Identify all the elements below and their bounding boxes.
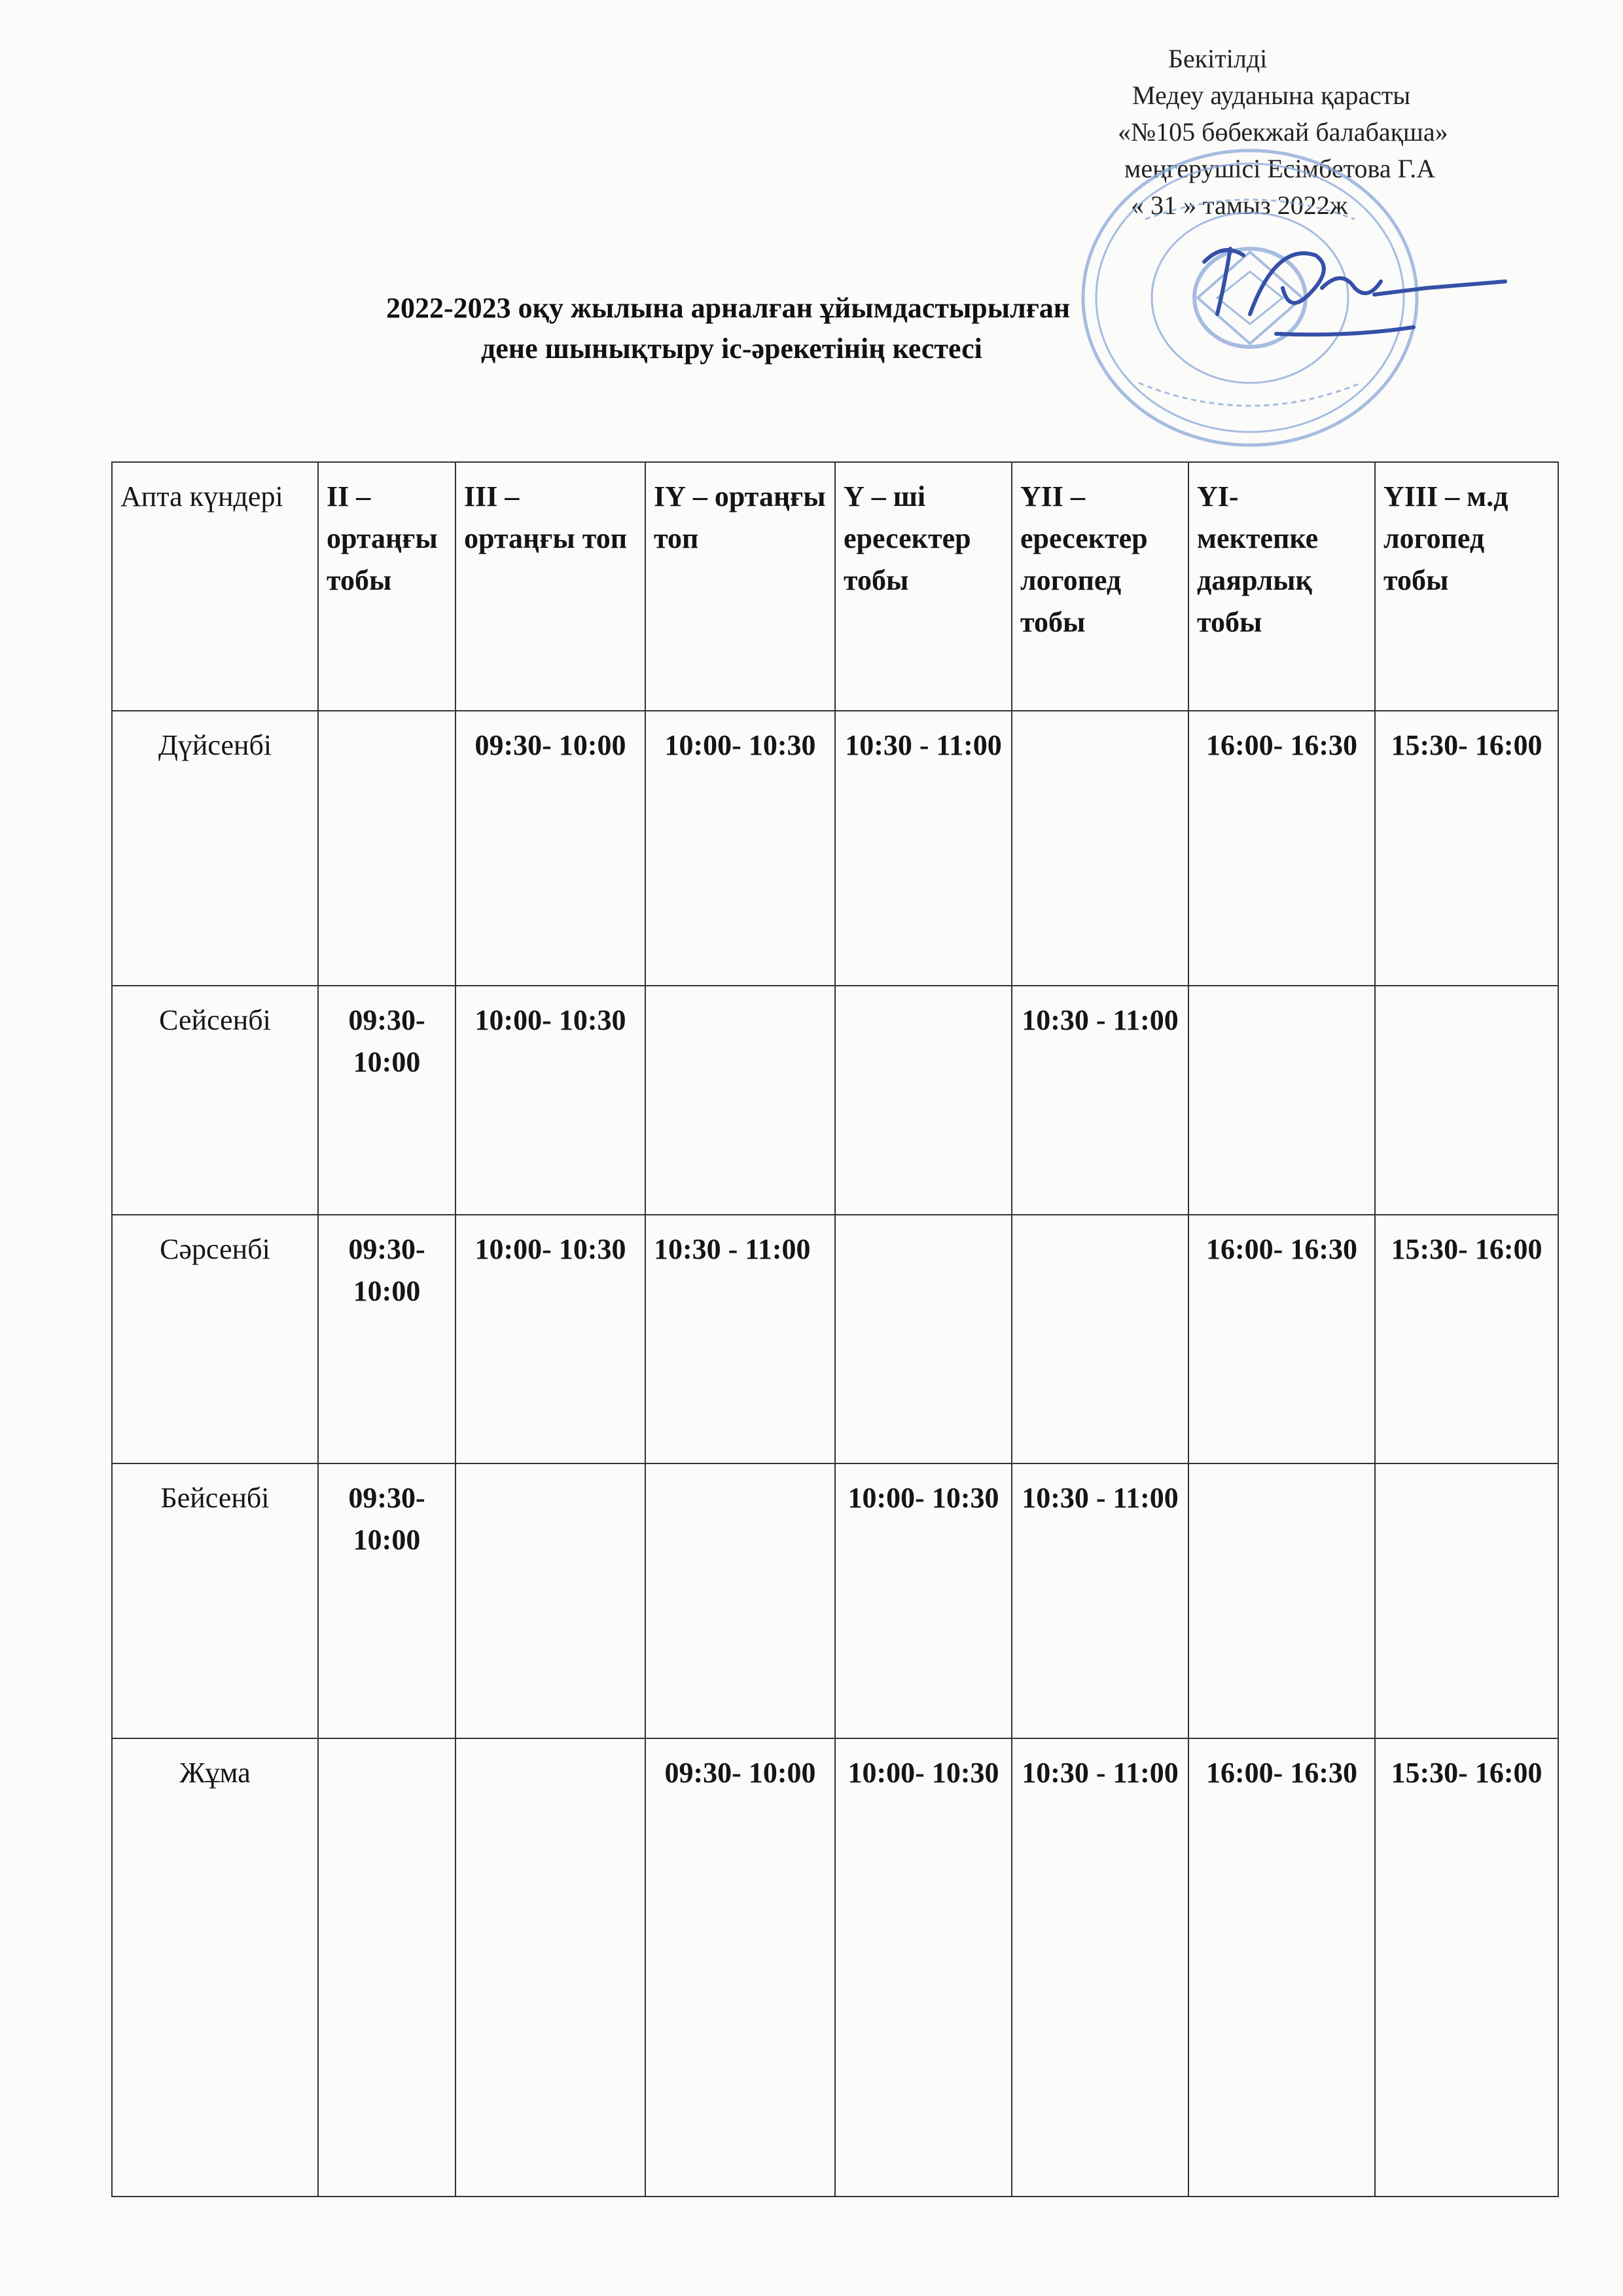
table-row — [112, 1738, 1558, 2197]
time-cell — [455, 1463, 645, 1738]
time-cell: 09:30- 10:00 — [645, 1738, 835, 2197]
header-group-4: ІҮ – ортаңғы топ — [645, 462, 835, 711]
time-cell — [645, 986, 835, 1215]
time-cell: 10:00- 10:30 — [645, 711, 835, 986]
time-cell: 10:00- 10:30 — [455, 1215, 645, 1463]
time-cell: 10:30 - 11:00 — [1012, 1738, 1188, 2197]
time-cell — [1188, 1463, 1375, 1738]
time-cell: 15:30- 16:00 — [1375, 1215, 1558, 1463]
day-cell: Жұма — [112, 1738, 318, 2197]
time-cell — [1012, 711, 1188, 986]
table-row — [112, 986, 1558, 1215]
time-cell: 10:30 - 11:00 — [645, 1215, 835, 1463]
time-cell: 15:30- 16:00 — [1375, 711, 1558, 986]
time-cell: 09:30- 10:00 — [318, 1463, 455, 1738]
document-title — [275, 288, 1387, 369]
time-cell: 10:30 - 11:00 — [1012, 1463, 1188, 1738]
time-cell — [1188, 986, 1375, 1215]
title-line-1: 2022-2023 оқу жылына арналған ұйымдастырылған — [386, 292, 1071, 324]
time-cell: 09:30- 10:00 — [455, 711, 645, 986]
header-group-5: Ү – ші ересектер тобы — [835, 462, 1012, 711]
time-cell — [835, 1215, 1012, 1463]
header-group-8: ҮІІІ – м.д логопед тобы — [1375, 462, 1558, 711]
time-cell: 10:00- 10:30 — [455, 986, 645, 1215]
time-cell — [835, 986, 1012, 1215]
time-cell: 09:30- 10:00 — [318, 1215, 455, 1463]
header-group-3: ІІІ – ортаңғы топ — [455, 462, 645, 711]
day-cell: Бейсенбі — [112, 1463, 318, 1738]
approval-line-3: «№105 бөбекжай балабақша» — [1118, 117, 1448, 147]
time-cell — [1012, 1215, 1188, 1463]
table-row — [112, 1463, 1558, 1738]
day-cell: Дүйсенбі — [112, 711, 318, 986]
time-cell: 10:30 - 11:00 — [1012, 986, 1188, 1215]
time-cell: 16:00- 16:30 — [1188, 1738, 1375, 2197]
time-cell: 16:00- 16:30 — [1188, 711, 1375, 986]
approval-line-4: меңгерушісі Есімбетова Г.А — [1124, 154, 1436, 183]
header-group-6: ҮІ- мектепке даярлық тобы — [1188, 462, 1375, 711]
title-line-2: дене шынықтыру іс-әрекетінің кестесі — [481, 332, 982, 365]
time-cell — [645, 1463, 835, 1738]
day-cell: Сейсенбі — [112, 986, 318, 1215]
approval-line-5: « 31 » тамыз 2022ж — [1131, 190, 1348, 220]
time-cell — [1375, 1463, 1558, 1738]
time-cell — [318, 1738, 455, 2197]
time-cell: 16:00- 16:30 — [1188, 1215, 1375, 1463]
approval-line-1: Бекітілді — [1168, 44, 1268, 73]
header-group-2: ІІ – ортаңғы тобы — [318, 462, 455, 711]
time-cell: 15:30- 16:00 — [1375, 1738, 1558, 2197]
time-cell — [455, 1738, 645, 2197]
header-group-7: ҮІІ – ересектер логопед тобы — [1012, 462, 1188, 711]
time-cell: 10:00- 10:30 — [835, 1738, 1012, 2197]
day-cell: Сәрсенбі — [112, 1215, 318, 1463]
approval-line-2: Медеу ауданына қарасты — [1132, 81, 1411, 110]
time-cell: 10:00- 10:30 — [835, 1463, 1012, 1738]
schedule-table — [111, 461, 1559, 2197]
time-cell — [1375, 986, 1558, 1215]
header-weekdays: Апта күндері — [112, 462, 318, 711]
time-cell — [318, 711, 455, 986]
table-header-row — [112, 462, 1558, 711]
table-row — [112, 1215, 1558, 1463]
time-cell: 09:30- 10:00 — [318, 986, 455, 1215]
time-cell: 10:30 - 11:00 — [835, 711, 1012, 986]
table-row — [112, 711, 1558, 986]
